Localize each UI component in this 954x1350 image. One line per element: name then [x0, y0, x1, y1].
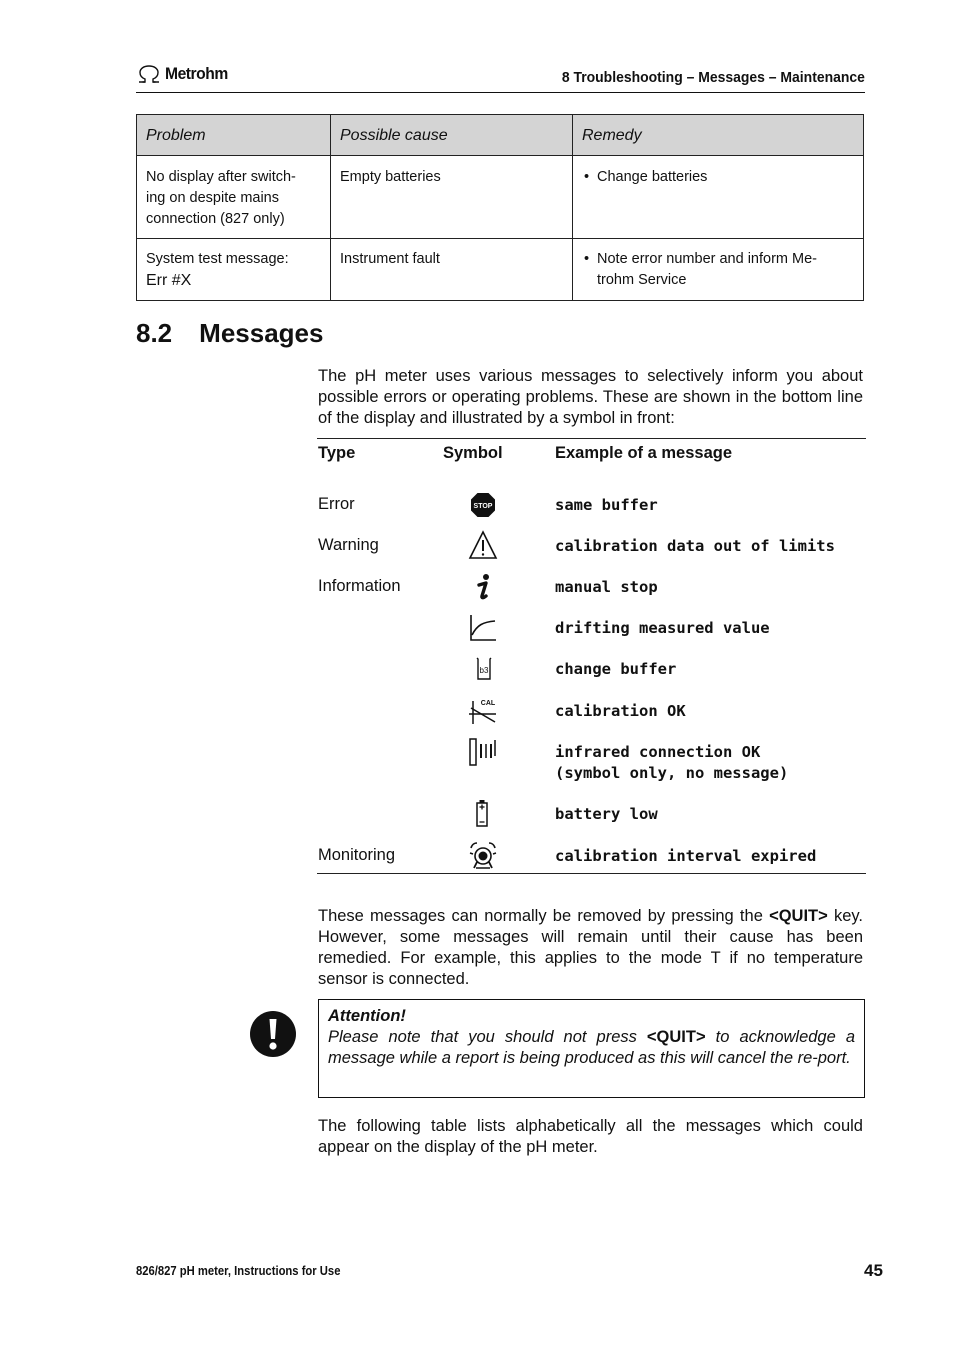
omega-logo-icon: [136, 64, 162, 84]
exclamation-icon: [249, 1010, 297, 1058]
beaker-label: b3: [479, 666, 489, 675]
cause-cell: Empty batteries: [331, 156, 573, 239]
info-icon: [467, 571, 499, 603]
messages-table: [317, 438, 866, 874]
stop-label: STOP: [473, 503, 493, 510]
message-text: change buffer: [555, 660, 677, 678]
attention-quit-key: <QUIT>: [646, 1028, 706, 1046]
message-type: Information: [318, 577, 401, 595]
header-symbol: Symbol: [443, 444, 503, 462]
problem-cell: [137, 156, 331, 239]
message-type: Error: [318, 495, 355, 513]
header-problem: Problem: [137, 115, 331, 156]
message-row: [317, 659, 866, 699]
infrared-icon: [467, 736, 499, 768]
stop-icon: [467, 489, 499, 521]
remedy-cell: [573, 239, 864, 301]
table-row: [137, 156, 864, 239]
troubleshooting-table: [136, 114, 864, 301]
remedy-line: trohm Service: [597, 272, 687, 288]
message-text: manual stop: [555, 578, 658, 596]
message-text: battery low: [555, 805, 658, 823]
message-line: (symbol only, no message): [555, 764, 789, 782]
bullet: •: [584, 251, 590, 267]
remedy-item: [582, 249, 854, 291]
problem-line: System test message:: [146, 251, 289, 267]
section-heading: [136, 318, 323, 349]
message-type: Warning: [318, 536, 379, 554]
remedy-line: Note error number and inform Me-: [597, 251, 817, 267]
cal-label: CAL: [480, 700, 496, 707]
message-row: [317, 618, 866, 658]
header-type: Type: [318, 444, 356, 462]
message-text: same buffer: [555, 496, 658, 514]
message-row: [317, 804, 866, 844]
message-row: [317, 495, 866, 535]
remedy-text: [597, 249, 817, 291]
cause-cell: Instrument fault: [331, 239, 573, 301]
quit-key: <QUIT>: [769, 907, 828, 925]
remedy-text: Change batteries: [597, 169, 708, 185]
calibration-icon: [467, 695, 499, 727]
message-text: calibration OK: [555, 702, 686, 720]
problem-line: No display after switch-: [146, 169, 296, 185]
section-title: Messages: [199, 318, 324, 348]
header-example: Example of a message: [555, 444, 733, 462]
quit-text-before: These messages can normally be removed by pressing the: [318, 907, 770, 925]
drift-curve-icon: [467, 612, 499, 644]
bullet: •: [584, 169, 590, 185]
manual-title: 826/827 pH meter, Instructions for Use: [136, 1264, 341, 1278]
beaker-icon: [467, 653, 499, 685]
remedy-cell: [573, 156, 864, 239]
message-row: [317, 742, 866, 802]
table-header-row: [137, 115, 864, 156]
header-remedy: Remedy: [573, 115, 864, 156]
attention-text-after: to acknowledge a message while a report is being produced as this will cancel the re-port.: [328, 1028, 855, 1067]
attention-text-before: Please note that you should not press: [328, 1028, 647, 1046]
intro-paragraph: The pH meter uses various messages to selectively inform you about possible errors or operating problems. These are shown in the bottom line of the display and illustrated by a symbol in front:: [318, 367, 863, 427]
chapter-title: 8 Troubleshooting – Messages – Maintenance: [561, 69, 865, 86]
battery-icon: [467, 798, 499, 830]
metrohm-logo: [136, 64, 233, 84]
message-text: calibration interval expired: [555, 847, 817, 865]
header-cause: Possible cause: [331, 115, 573, 156]
problem-line: Err #X: [146, 272, 192, 289]
table-row: [137, 239, 864, 301]
quit-paragraph: [318, 906, 863, 990]
page-header: [136, 62, 865, 93]
message-text: [555, 742, 788, 784]
remedy-item: [582, 167, 854, 188]
closing-paragraph: The following table lists alphabetically all the messages which could appear on the display of the pH meter.: [318, 1117, 863, 1156]
message-type: Monitoring: [318, 846, 396, 864]
message-row: [317, 846, 866, 886]
alarm-clock-icon: [467, 840, 499, 872]
page-number: 45: [864, 1261, 883, 1280]
message-row: [317, 701, 866, 741]
attention-title: Attention!: [328, 1007, 406, 1025]
section-number: 8.2: [136, 318, 173, 348]
message-text: drifting measured value: [555, 619, 770, 637]
logo-text: Metrohm: [165, 64, 228, 83]
warning-triangle-icon: [467, 530, 499, 562]
attention-text: [328, 1027, 855, 1069]
problem-cell: [137, 239, 331, 301]
attention-box: [318, 999, 865, 1098]
problem-line: connection (827 only): [146, 211, 285, 227]
message-row: [317, 536, 866, 576]
message-line: infrared connection OK: [555, 743, 761, 761]
message-row: [317, 577, 866, 617]
quit-text-after: key. However, some messages will remain until their cause has been remedied. For example, this applies to the mode T if no temperature sensor is connected.: [318, 907, 863, 988]
problem-line: ing on despite mains: [146, 190, 279, 206]
message-text: calibration data out of limits: [555, 537, 835, 555]
